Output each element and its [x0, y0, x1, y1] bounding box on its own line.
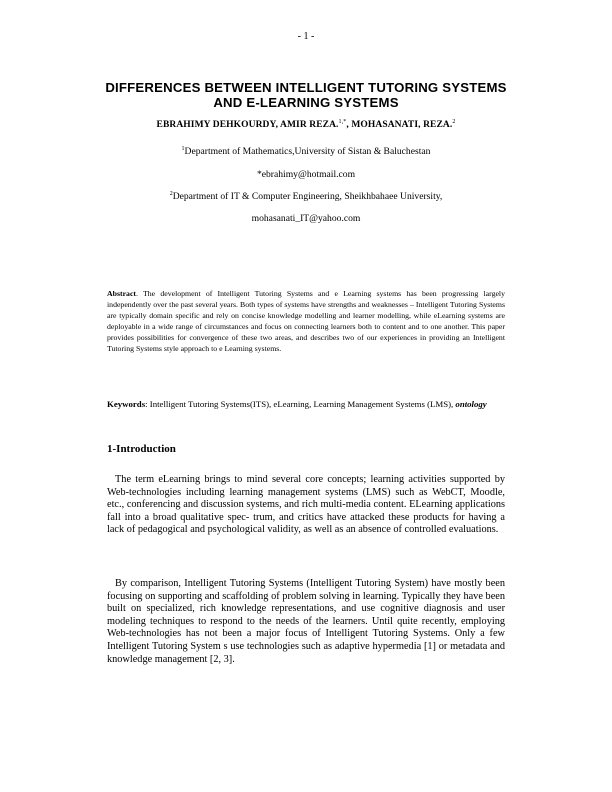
author-2-marker: 2: [452, 119, 456, 125]
paper-title: [60, 80, 552, 110]
author-line: [60, 119, 552, 130]
abstract-label: Abstract: [107, 289, 137, 298]
title-line-2: AND E-LEARNING SYSTEMS: [213, 95, 399, 110]
affiliation-1-marker: 1: [181, 146, 185, 152]
affiliation-1: [60, 146, 552, 157]
title-line-1: DIFFERENCES BETWEEN INTELLIGENT TUTORING SYSTEMS: [105, 80, 507, 95]
abstract-text: . The development of Intelligent Tutoring Systems and e Learning systems has been progressing largely independently over the past several years. Both types of systems have strengths and weaknesses – Intelligent Tutoring Systems are typically domain specific and rely on concise knowledge modelling and learner modelling, while eLearning systems are deployable in a wide range of circumstances and focus on connecting learners both to content and to one another. This paper provides possibilities for convergence of these two areas, and describes two of our experiences in providing an Intelligent Tutoring Systems style approach to e Learning systems.: [107, 289, 505, 353]
affiliation-2: [60, 191, 552, 202]
author-2-email: mohasanati_IT@yahoo.com: [251, 213, 361, 224]
intro-paragraph-1: The term eLearning brings to mind several core concepts; learning activities supported by Web-technologies including learning management systems (LMS) such as WebCT, Moodle, etc., conferencing and discussion systems, and rich multi-media content. ELearning applications fall into a broad qualitative spec- trum, and critics have attacked these products for having a lack of pedagogical and psychological validity, as well as an absence of controlled evaluations.: [107, 474, 505, 536]
keywords-label: Keywords: [107, 399, 146, 409]
author-1-name: EBRAHIMY DEHKOURDY, AMIR REZA.: [156, 120, 339, 131]
author-1-email: *ebrahimy@hotmail.com: [256, 169, 356, 180]
section-heading-introduction: 1-Introduction: [107, 443, 176, 455]
affiliation-1-text: Department of Mathematics,University of Sistan & Baluchestan: [184, 146, 431, 158]
author-1-marker: 1,*: [338, 119, 347, 125]
page-number: - 1 -: [297, 31, 315, 42]
abstract: [107, 288, 505, 354]
intro-paragraph-2: By comparison, Intelligent Tutoring Systems (Intelligent Tutoring System) have mostly been focusing on supporting and scaffolding of problem solving in learning. Typically they have been built on specialized, rich knowledge representations, and use cognitive diagnosis and user modeling techniques to respond to the needs of the learners. Until quite recently, employing Web-technologies has not been a major focus of Intelligent Tutoring Systems. Only a few Intelligent Tutoring System s use technologies such as adaptive hypermedia [1] or metadata and knowledge management [2, 3].: [107, 578, 505, 665]
keywords: [107, 398, 505, 410]
keywords-text: : Intelligent Tutoring Systems(ITS), eLearning, Learning Management Systems (LMS),: [145, 399, 454, 409]
keywords-last: ontology: [455, 399, 487, 409]
author-2-name: MOHASANATI, REZA.: [351, 120, 453, 131]
author-separator: ,: [346, 120, 349, 131]
affiliation-2-text: Department of IT & Computer Engineering, Sheikhbahaee University,: [172, 191, 443, 203]
affiliation-2-marker: 2: [169, 191, 173, 197]
